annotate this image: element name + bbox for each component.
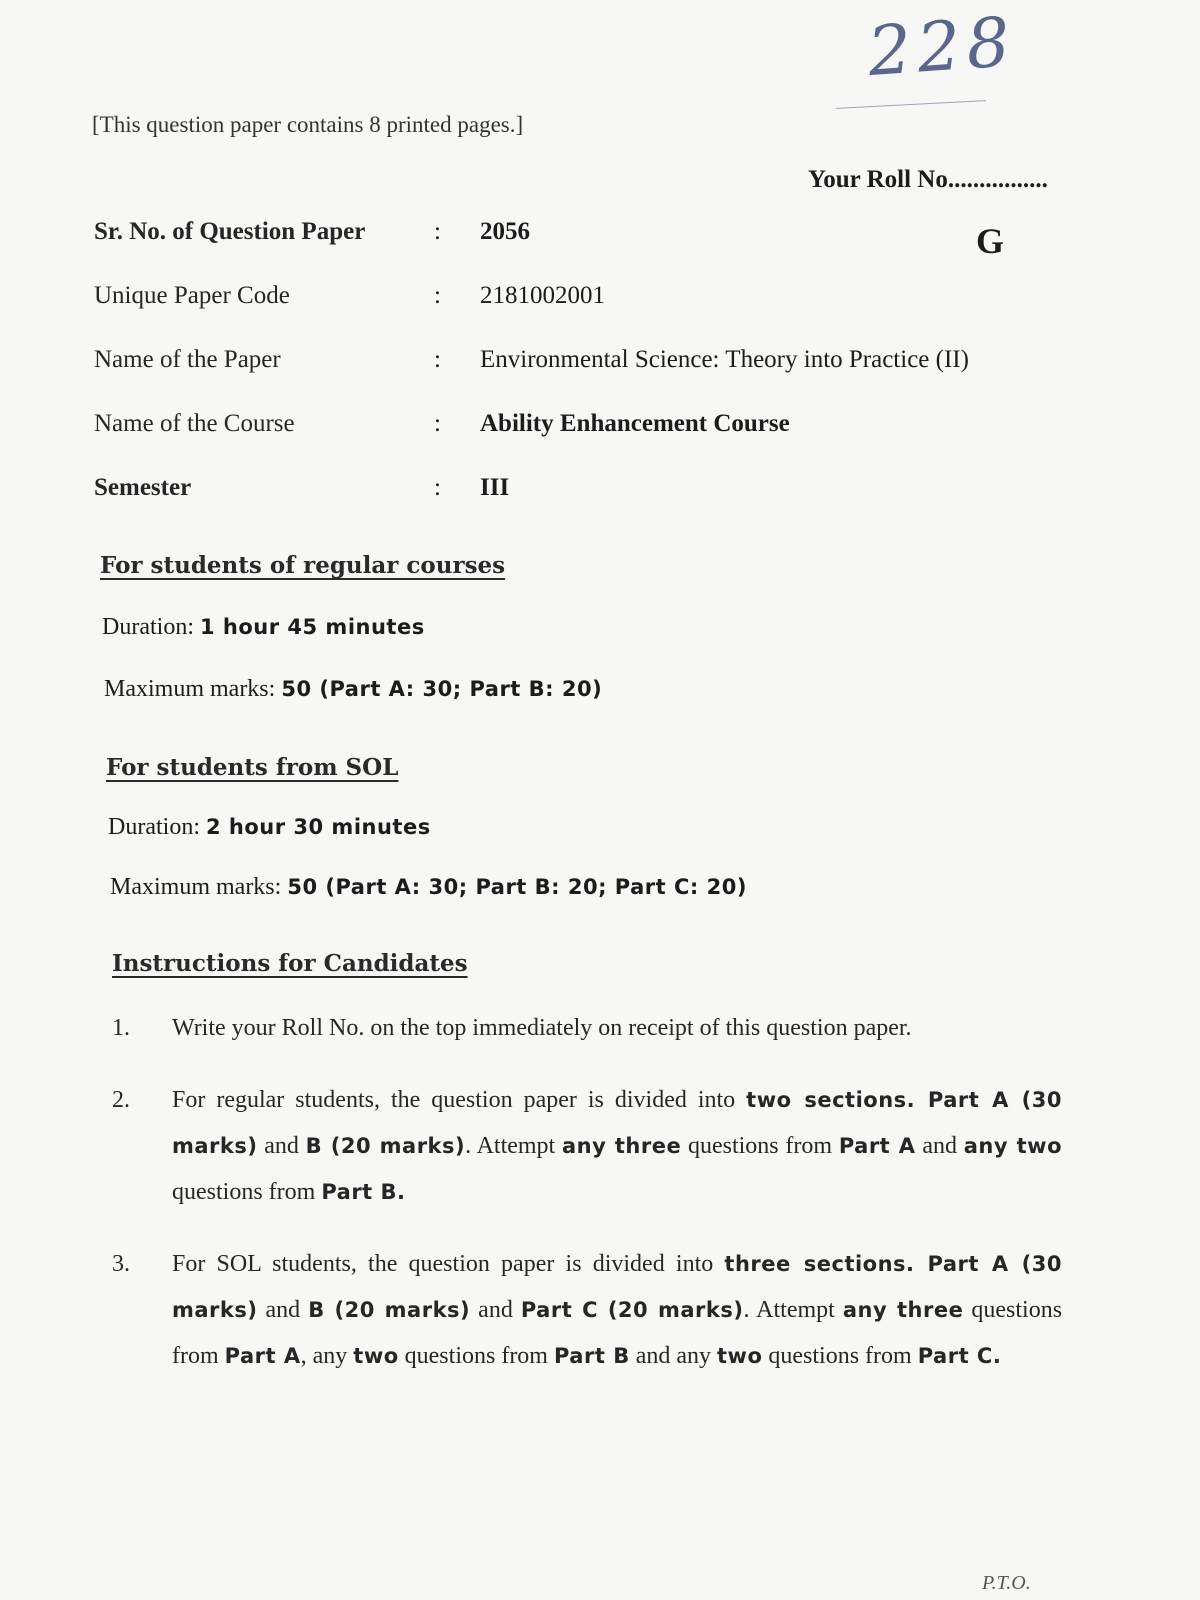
duration-value: 2 hour 30 minutes xyxy=(205,815,431,839)
detail-label: Sr. No. of Question Paper xyxy=(94,218,366,245)
handwritten-number: 228 xyxy=(865,2,1019,93)
instruction-text: questions from xyxy=(681,1133,839,1159)
instruction-bold: Part A xyxy=(838,1134,916,1158)
instruction-text: Write your Roll No. on the top immediately on receipt of this question paper. xyxy=(172,1015,912,1041)
sol-duration xyxy=(108,814,431,841)
instruction-bold: Part A xyxy=(224,1344,301,1368)
instruction-text: For regular students, the question paper is divided into xyxy=(172,1087,747,1113)
pto-footer: P.T.O. xyxy=(982,1572,1031,1594)
instruction-text: and xyxy=(470,1297,521,1323)
instruction-text: , any xyxy=(300,1343,354,1369)
pages-note: [This question paper contains 8 printed pages.] xyxy=(92,112,524,137)
instruction-number: 3. xyxy=(112,1251,130,1277)
detail-row-semester xyxy=(94,474,1054,538)
instruction-text: . Attempt xyxy=(743,1297,843,1323)
detail-value: III xyxy=(480,474,510,501)
detail-value: Ability Enhancement Course xyxy=(480,410,790,437)
instructions-list xyxy=(112,1005,1062,1405)
instruction-bold: three sections. Part A (30 marks) xyxy=(172,1252,1062,1322)
instruction-bold: B (20 marks) xyxy=(305,1134,466,1158)
instruction-number: 1. xyxy=(112,1015,130,1041)
instruction-text: For SOL students, the question paper is divided into xyxy=(172,1251,725,1277)
instruction-bold: Part B xyxy=(553,1344,630,1368)
duration-label: Duration: xyxy=(102,614,200,640)
instruction-text: and any xyxy=(629,1343,718,1369)
detail-value: 2056 xyxy=(480,218,530,245)
instruction-text: . Attempt xyxy=(465,1133,562,1159)
instructions-heading: Instructions for Candidates xyxy=(112,950,468,977)
set-code: G xyxy=(976,221,1005,261)
regular-heading: For students of regular courses xyxy=(100,552,506,579)
instruction-bold: Part C. xyxy=(917,1344,1002,1368)
instruction-item xyxy=(112,1241,1062,1379)
detail-colon: : xyxy=(434,282,441,309)
detail-label: Unique Paper Code xyxy=(94,282,290,309)
detail-row-course xyxy=(94,410,1054,474)
paper-details xyxy=(94,218,1054,538)
detail-label: Name of the Paper xyxy=(94,346,281,373)
instruction-text: and xyxy=(915,1133,964,1159)
detail-row-paper-name xyxy=(94,346,1054,410)
duration-label: Duration: xyxy=(108,814,206,840)
detail-value: Environmental Science: Theory into Practice (II) xyxy=(480,346,969,373)
instruction-text: questions from xyxy=(398,1343,554,1369)
detail-row-sr-no xyxy=(94,218,1054,282)
instruction-bold: two sections. Part A (30 marks) xyxy=(172,1088,1062,1158)
instruction-bold: B (20 marks) xyxy=(308,1298,471,1322)
instruction-number: 2. xyxy=(112,1087,130,1113)
instruction-item xyxy=(112,1005,1062,1051)
marks-label: Maximum marks: xyxy=(104,676,282,702)
instruction-bold: Part C (20 marks) xyxy=(520,1298,744,1322)
instruction-bold: Part B. xyxy=(321,1180,406,1204)
sol-heading: For students from SOL xyxy=(106,754,399,781)
instruction-text: and xyxy=(257,1133,306,1159)
detail-label: Name of the Course xyxy=(94,410,295,437)
marks-label: Maximum marks: xyxy=(110,874,288,900)
regular-marks xyxy=(104,676,602,703)
regular-duration xyxy=(102,614,425,641)
instruction-text: questions from xyxy=(172,1297,1063,1369)
duration-value: 1 hour 45 minutes xyxy=(199,615,425,639)
instruction-bold: any three xyxy=(842,1298,964,1322)
instruction-item xyxy=(112,1077,1062,1215)
detail-label: Semester xyxy=(94,474,192,501)
instruction-text: and xyxy=(257,1297,309,1323)
detail-colon: : xyxy=(434,346,441,373)
instruction-bold: two xyxy=(717,1344,763,1368)
instruction-text: questions from xyxy=(762,1343,918,1369)
sol-marks xyxy=(110,874,747,901)
marks-value: 50 (Part A: 30; Part B: 20) xyxy=(281,677,603,701)
pen-stroke xyxy=(836,100,986,109)
marks-value: 50 (Part A: 30; Part B: 20; Part C: 20) xyxy=(287,875,747,899)
instruction-bold: two xyxy=(353,1344,399,1368)
detail-value: 2181002001 xyxy=(480,282,605,309)
detail-colon: : xyxy=(434,474,441,501)
detail-colon: : xyxy=(434,218,441,245)
roll-no-field: Your Roll No................ xyxy=(808,166,1048,193)
instruction-bold: any two xyxy=(963,1134,1063,1158)
instruction-text: questions from xyxy=(172,1179,322,1205)
instruction-bold: any three xyxy=(561,1134,682,1158)
detail-colon: : xyxy=(434,410,441,437)
detail-row-paper-code xyxy=(94,282,1054,346)
